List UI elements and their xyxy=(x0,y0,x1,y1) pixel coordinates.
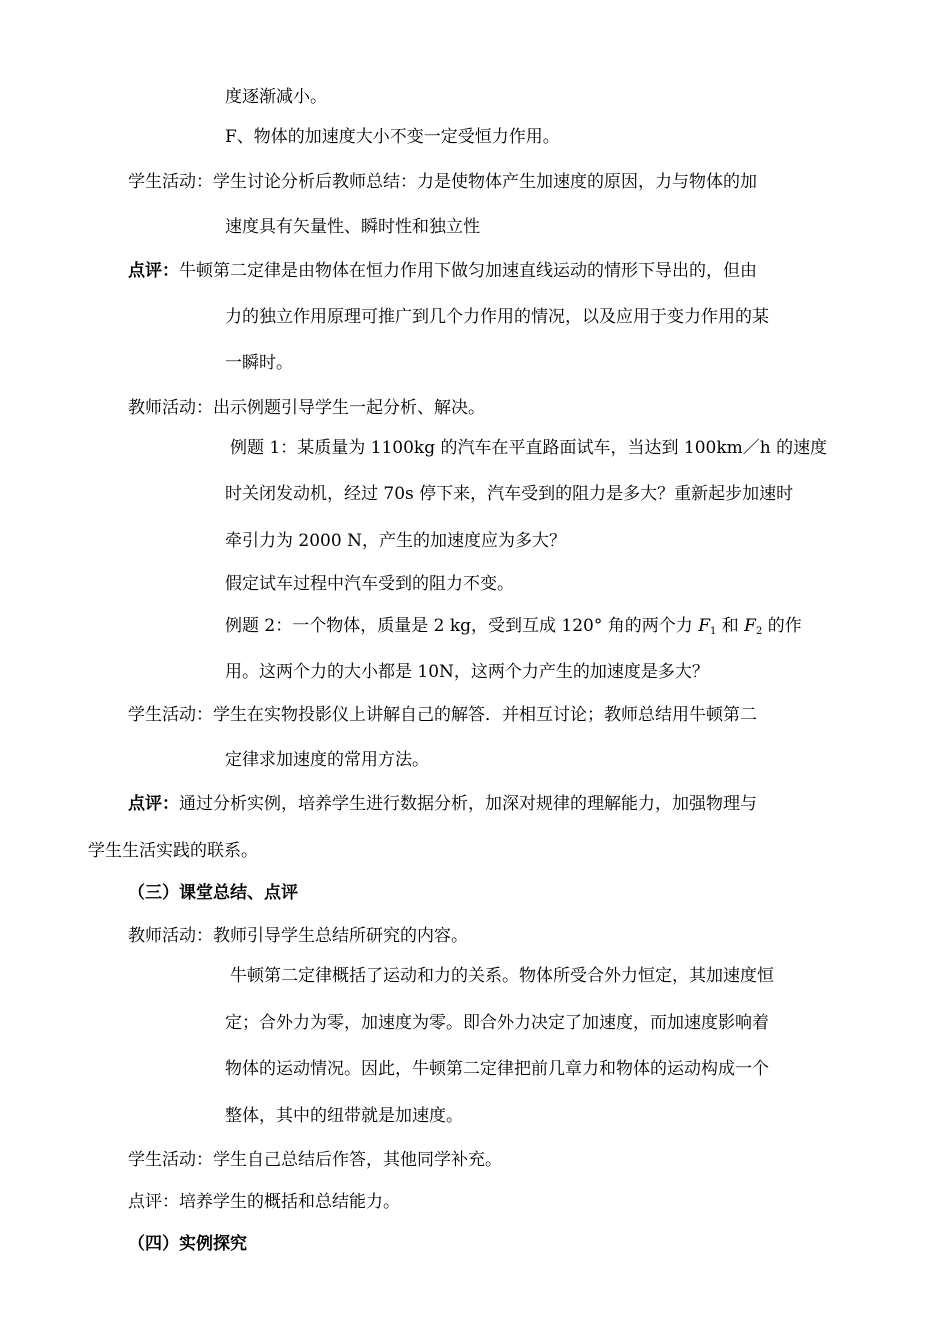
summary-line: 牛顿第二定律概括了运动和力的关系。物体所受合外力恒定，其加速度恒 xyxy=(230,966,774,986)
example-line: 假定试车过程中汽车受到的阻力不变。 xyxy=(225,574,514,594)
text-span: 通过分析实例，培养学生进行数据分析，加深对规律的理解能力，加强物理与 xyxy=(179,794,757,814)
text-span: 例题 2：一个物体，质量是 2 kg，受到互成 120° 角的两个力 xyxy=(225,616,699,636)
comment-line xyxy=(128,260,757,282)
example-line: 例题 1：某质量为 1100kg 的汽车在平直路面试车，当达到 100km／h 的速度 xyxy=(230,438,828,458)
comment-line xyxy=(128,793,757,815)
text-line: 力的独立作用原理可推广到几个力作用的情况，以及应用于变力作用的某 xyxy=(225,307,769,327)
text-line: 点评：培养学生的概括和总结能力。 xyxy=(128,1192,400,1212)
text-line: 学生生活实践的联系。 xyxy=(88,841,258,861)
text-line: 度逐渐减小。 xyxy=(225,87,327,107)
force-symbol: F xyxy=(744,616,756,636)
example-line: 用。这两个力的大小都是 10N，这两个力产生的加速度是多大？ xyxy=(225,662,709,682)
text-line: 学生活动：学生在实物投影仪上讲解自己的解答．并相互讨论；教师总结用牛顿第二 xyxy=(128,705,757,725)
text-line: 教师活动：教师引导学生总结所研究的内容。 xyxy=(128,926,468,946)
text-line: 学生活动：学生讨论分析后教师总结：力是使物体产生加速度的原因，力与物体的加 xyxy=(128,172,757,192)
text-line: 速度具有矢量性、瞬时性和独立性 xyxy=(225,217,480,237)
force-subscript: 1 xyxy=(709,626,717,637)
text-line: 教师活动：出示例题引导学生一起分析、解决。 xyxy=(128,398,485,418)
text-span: 牛顿第二定律是由物体在恒力作用下做匀加速直线运动的情形下导出的，但由 xyxy=(179,261,757,281)
text-span: 的作 xyxy=(762,616,802,636)
example-line: 时关闭发动机，经过 70s 停下来，汽车受到的阻力是多大？重新起步加速时 xyxy=(225,484,794,504)
text-line: 定律求加速度的常用方法。 xyxy=(225,750,429,770)
comment-label: 点评： xyxy=(128,261,179,281)
text-span: 和 xyxy=(716,616,745,636)
example-line: 牵引力为 2000 N，产生的加速度应为多大？ xyxy=(225,531,566,551)
section-heading: （三）课堂总结、点评 xyxy=(128,883,298,903)
text-line: 一瞬时。 xyxy=(225,353,293,373)
summary-line: 整体，其中的纽带就是加速度。 xyxy=(225,1106,463,1126)
force-symbol: F xyxy=(698,616,710,636)
section-heading: （四）实例探究 xyxy=(128,1234,247,1254)
summary-line: 定；合外力为零，加速度为零。即合外力决定了加速度，而加速度影响着 xyxy=(225,1013,769,1033)
text-line: 学生活动：学生自己总结后作答，其他同学补充。 xyxy=(128,1150,502,1170)
summary-line: 物体的运动情况。因此，牛顿第二定律把前几章力和物体的运动构成一个 xyxy=(225,1059,769,1079)
force-subscript: 2 xyxy=(755,626,763,637)
example-line xyxy=(225,615,802,643)
text-line: F、物体的加速度大小不变一定受恒力作用。 xyxy=(225,127,560,147)
comment-label: 点评： xyxy=(128,794,179,814)
